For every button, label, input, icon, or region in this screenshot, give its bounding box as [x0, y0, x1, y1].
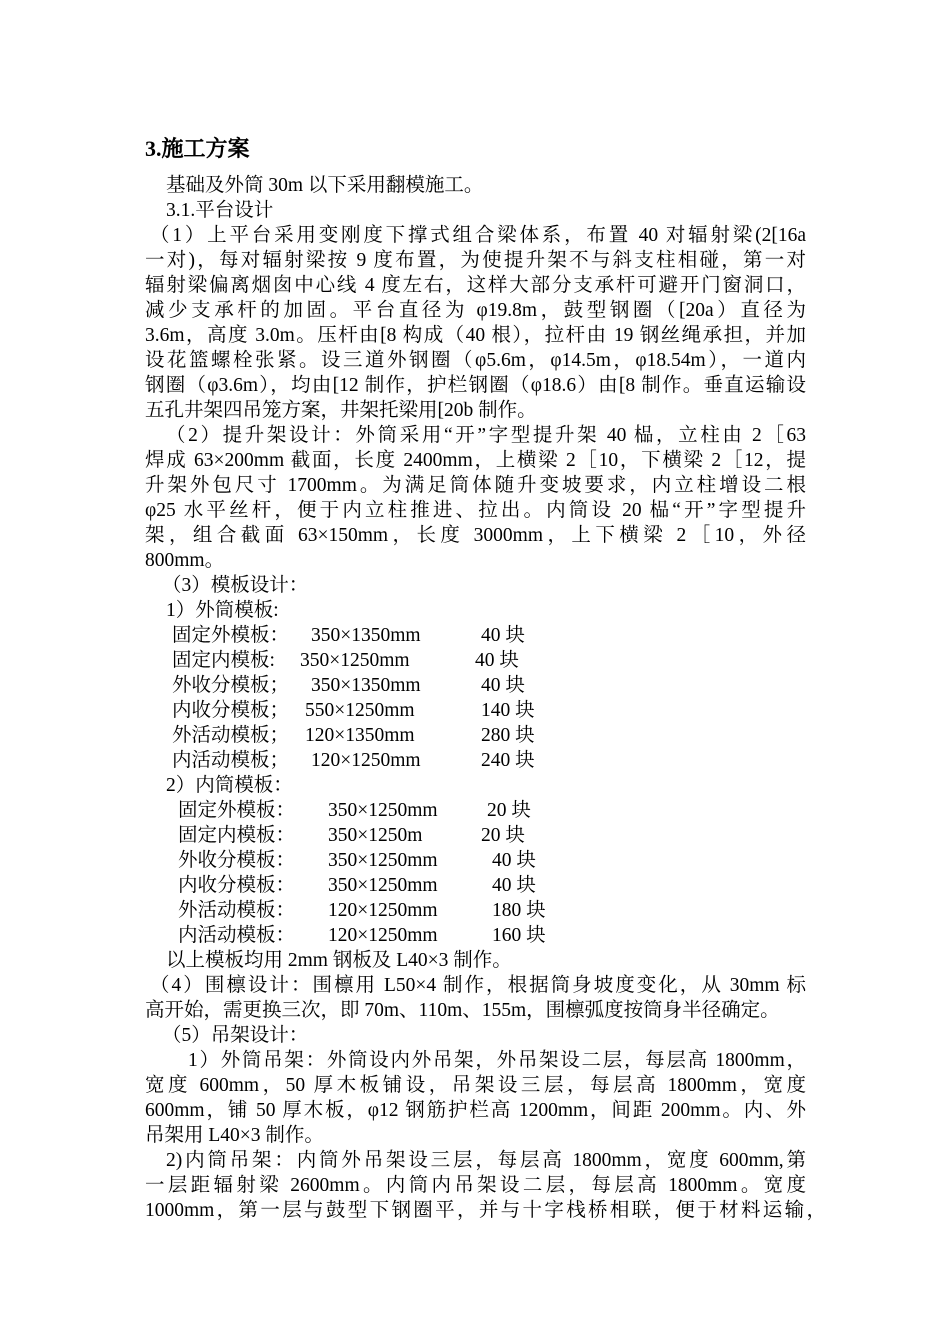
inner-row-qty: 20 块	[481, 825, 525, 846]
outer-row-qty: 240 块	[481, 750, 535, 771]
inner-row-qty: 180 块	[492, 900, 546, 921]
outer-template-title: 1）外筒模板:	[166, 600, 279, 621]
outer-row-name: 固定内模板:	[172, 650, 275, 671]
inner-row-name: 固定外模板：	[178, 800, 296, 821]
outer-row-size: 120×1350mm	[305, 725, 415, 746]
inner-row-size: 350×1250m	[328, 825, 423, 846]
p1-line: 五孔井架四吊笼方案，井架托梁用[20b 制作。	[145, 400, 537, 421]
p2-line: 焊成 63×200mm 截面，长度 2400mm，上横梁 2［10，下横梁 2［12，提	[145, 450, 806, 471]
p1-line: 减少支承杆的加固。平台直径为 φ19.8m，鼓型钢圈（[20a）直径为	[145, 300, 806, 321]
outer-row-name: 外收分模板；	[172, 675, 290, 696]
inner-row-size: 120×1250mm	[328, 925, 438, 946]
p2-line: 800mm。	[145, 550, 225, 571]
p1-line: 钢圈（φ3.6m），均由[12 制作，护栏钢圈（φ18.6）由[8 制作。垂直运输设	[145, 375, 806, 396]
inner-row-qty: 160 块	[492, 925, 546, 946]
p2-line: 架，组合截面 63×150mm，长度 3000mm，上下横梁 2［10，外径	[145, 525, 806, 546]
p1-line: （1）上平台采用变刚度下撑式组合梁体系，布置 40 对辐射梁(2[16a	[150, 225, 806, 246]
p2-line: （2）提升架设计：外筒采用“开”字型提升架 40 榀，立柱由 2［63	[166, 425, 806, 446]
outer-row-qty: 140 块	[481, 700, 535, 721]
intro-line: 基础及外筒 30m 以下采用翻模施工。	[166, 175, 484, 196]
outer-row-name: 固定外模板：	[172, 625, 290, 646]
p1-line: 辐射梁偏离烟囱中心线 4 度左右，这样大部分支承杆可避开门窗洞口，	[145, 275, 806, 296]
inner-row-qty: 20 块	[487, 800, 531, 821]
outer-row-qty: 40 块	[475, 650, 519, 671]
inner-template-title: 2）内筒模板：	[166, 775, 293, 796]
outer-row-size: 120×1250mm	[311, 750, 421, 771]
p3-title: （3）模板设计：	[162, 575, 309, 596]
outer-row-name: 外活动模板；	[172, 725, 290, 746]
p5a-line: 宽度 600mm，50 厚木板铺设，吊架设三层，每层高 1800mm，宽度	[145, 1075, 806, 1096]
inner-row-qty: 40 块	[492, 850, 536, 871]
outer-row-qty: 40 块	[481, 675, 525, 696]
p5a-line: 吊架用 L40×3 制作。	[145, 1125, 324, 1146]
inner-row-name: 内收分模板：	[178, 875, 296, 896]
outer-row-size: 550×1250mm	[305, 700, 415, 721]
p2-line: φ25 水平丝杆，便于内立柱推进、拉出。内筒设 20 榀“开”字型提升	[145, 500, 806, 521]
p1-line: 3.6m，高度 3.0m。压杆由[8 构成（40 根），拉杆由 19 钢丝绳承担，并加	[145, 325, 806, 346]
section-heading: 3.施工方案	[145, 136, 250, 161]
p5b-line: 2)内筒吊架：内筒外吊架设三层，每层高 1800mm，宽度 600mm,第	[166, 1150, 806, 1171]
outer-row-size: 350×1350mm	[311, 675, 421, 696]
p1-line: 设花篮螺栓张紧。设三道外钢圈（φ5.6m，φ14.5m，φ18.54m），一道内	[145, 350, 806, 371]
p4-line: 高开始，需更换三次，即 70m、110m、155m，围檩弧度按筒身半径确定。	[145, 1000, 780, 1021]
outer-row-qty: 280 块	[481, 725, 535, 746]
outer-row-qty: 40 块	[481, 625, 525, 646]
p5a-line: 1）外筒吊架：外筒设内外吊架，外吊架设二层，每层高 1800mm，	[188, 1050, 806, 1071]
outer-row-size: 350×1350mm	[311, 625, 421, 646]
inner-row-name: 内活动模板：	[178, 925, 296, 946]
inner-row-name: 外收分模板：	[178, 850, 296, 871]
p5a-line: 600mm，铺 50 厚木板，φ12 钢筋护栏高 1200mm，间距 200mm。内、外	[145, 1100, 806, 1121]
template-note: 以上模板均用 2mm 钢板及 L40×3 制作。	[166, 950, 512, 971]
outer-row-size: 350×1250mm	[300, 650, 410, 671]
inner-row-name: 固定内模板：	[178, 825, 296, 846]
inner-row-size: 350×1250mm	[328, 800, 438, 821]
inner-row-name: 外活动模板：	[178, 900, 296, 921]
p5b-line: 一层距辐射梁 2600mm。内筒内吊架设二层，每层高 1800mm。宽度	[145, 1175, 806, 1196]
p5-title: （5）吊架设计：	[162, 1025, 309, 1046]
p4-line: （4）围檩设计：围檩用 L50×4 制作，根据筒身坡度变化，从 30mm 标	[150, 975, 806, 996]
subsection-title: 3.1.平台设计	[166, 200, 274, 221]
inner-row-qty: 40 块	[492, 875, 536, 896]
p2-line: 升架外包尺寸 1700mm。为满足筒体随升变坡要求，内立柱增设二根	[145, 475, 806, 496]
p5b-line: 1000mm，第一层与鼓型下钢圈平，并与十字栈桥相联，便于材料运输，	[145, 1200, 826, 1221]
p1-line: 一对)，每对辐射梁按 9 度布置，为使提升架不与斜支柱相碰，第一对	[145, 250, 806, 271]
inner-row-size: 350×1250mm	[328, 875, 438, 896]
outer-row-name: 内收分模板；	[172, 700, 290, 721]
outer-row-name: 内活动模板；	[172, 750, 290, 771]
inner-row-size: 120×1250mm	[328, 900, 438, 921]
inner-row-size: 350×1250mm	[328, 850, 438, 871]
